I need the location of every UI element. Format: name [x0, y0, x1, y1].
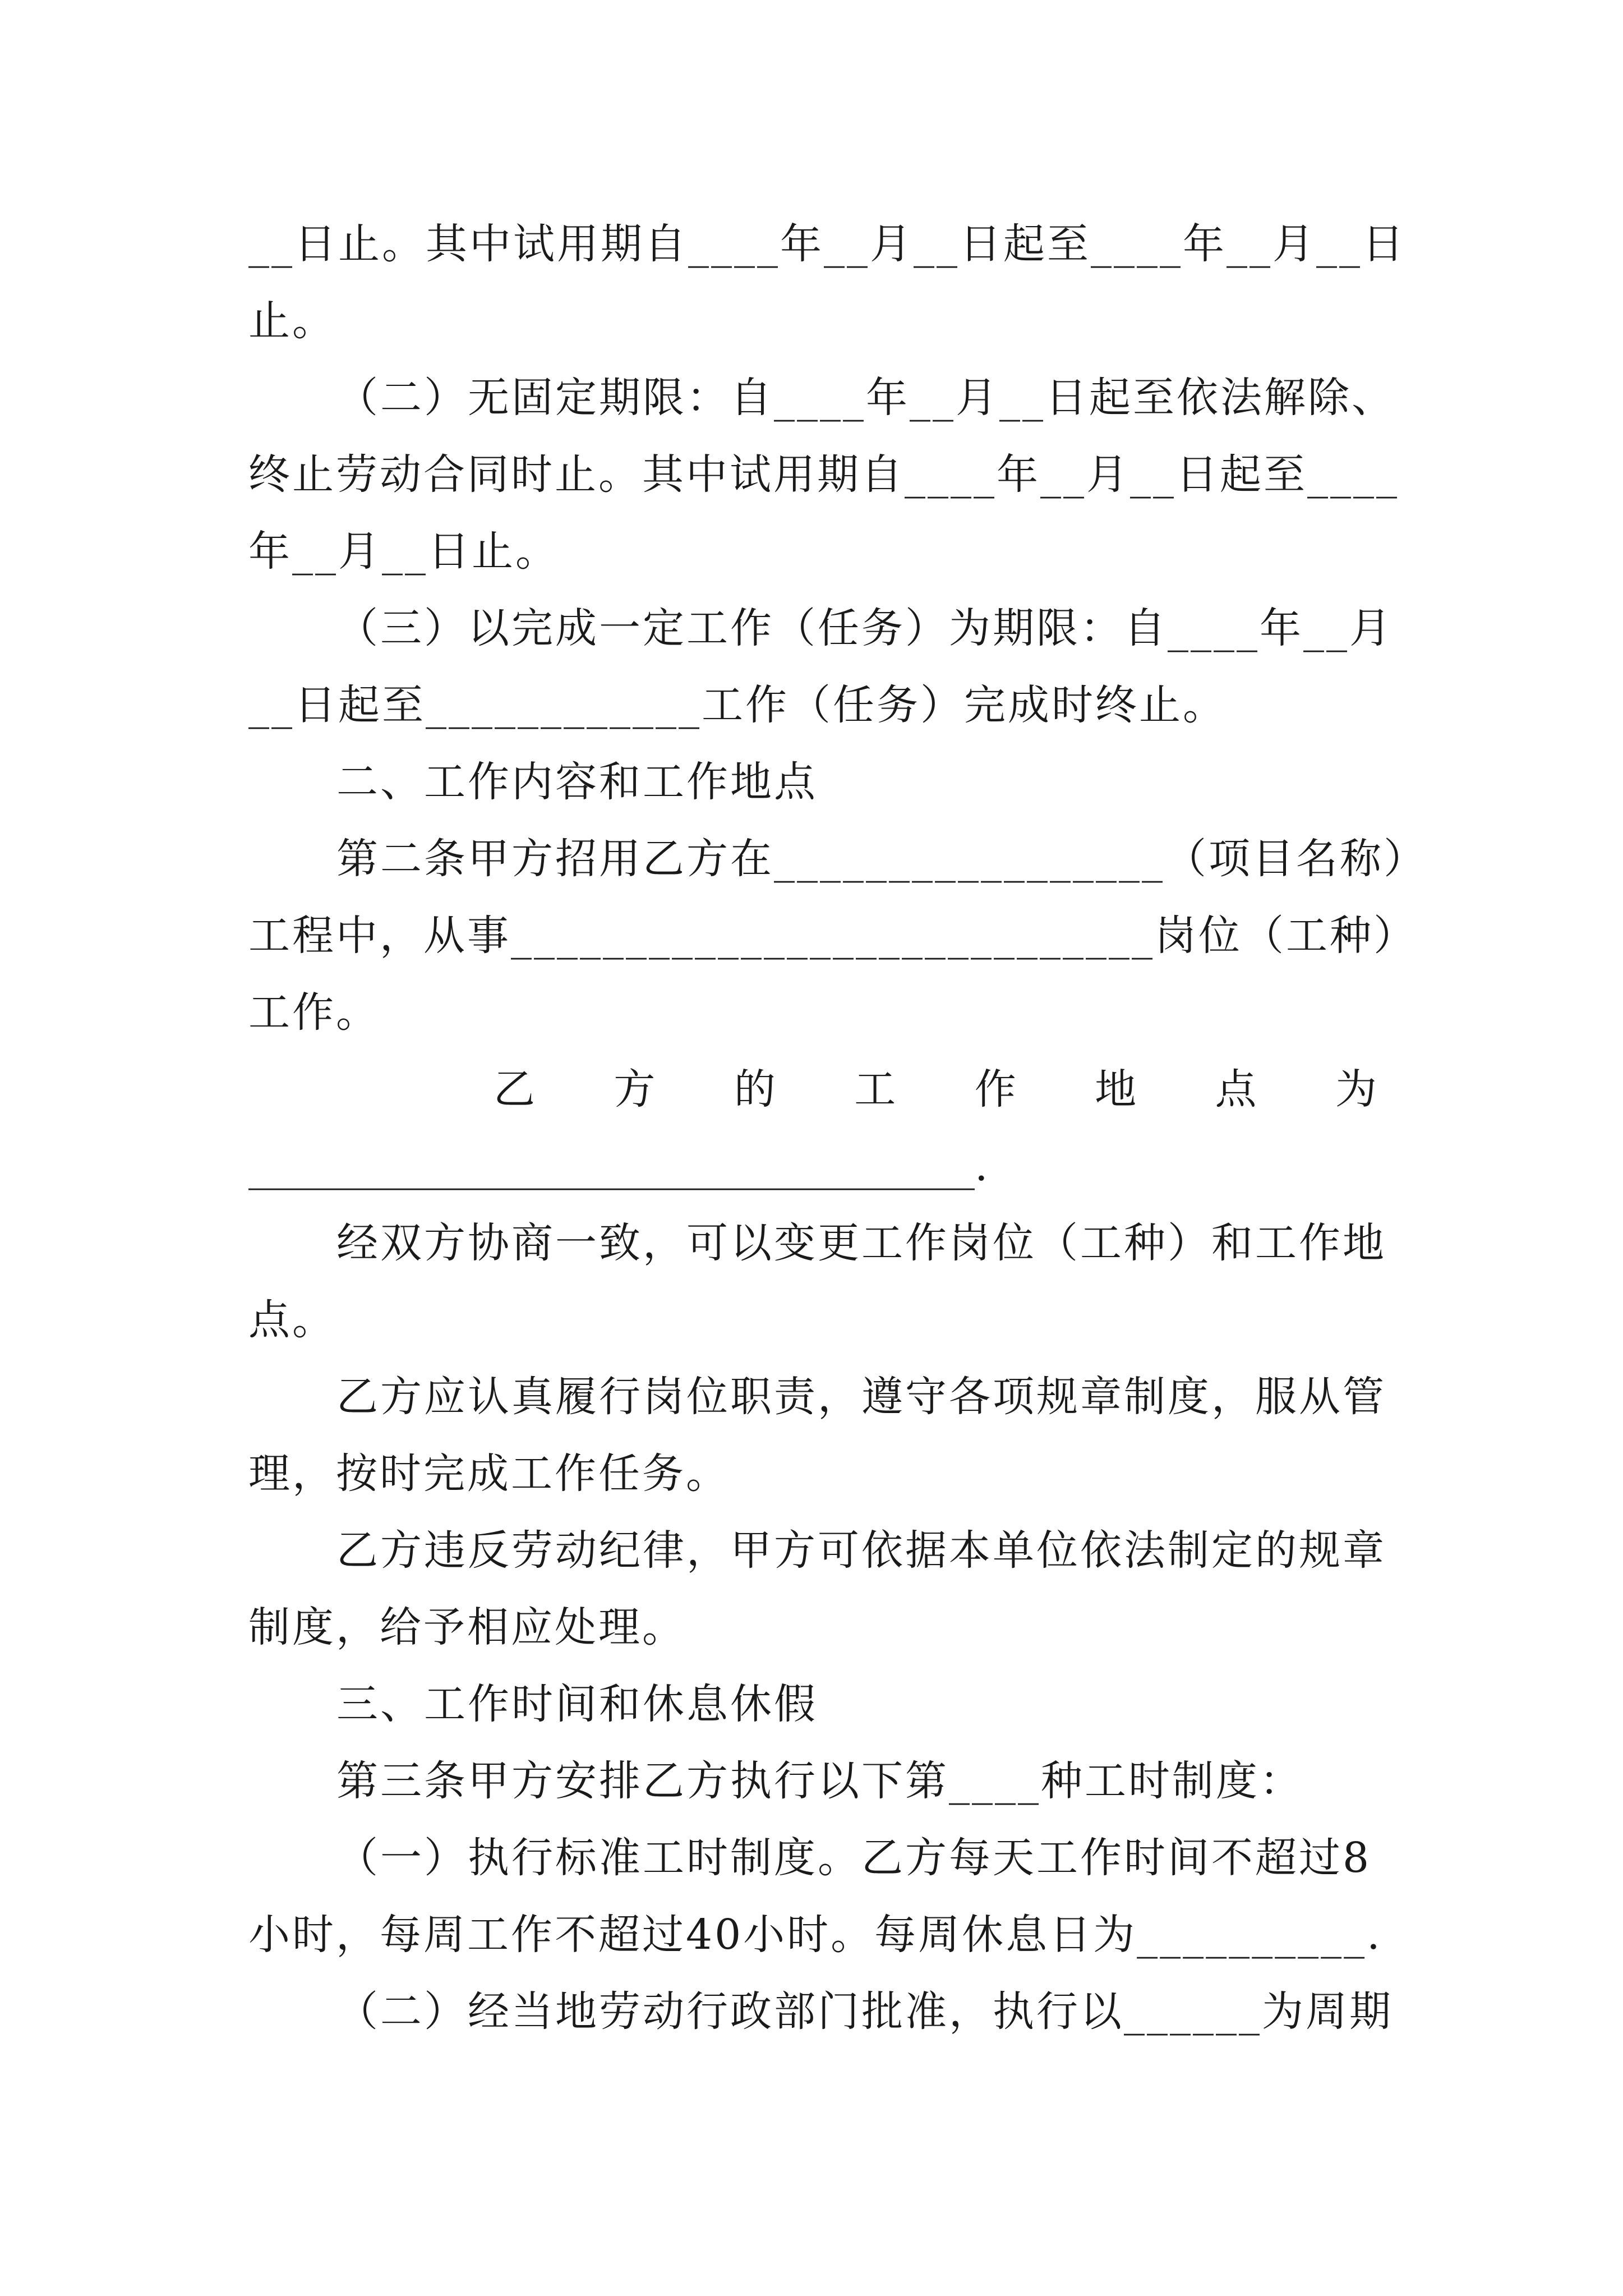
text-line: （一）执行标准工时制度。乙方每天工作时间不超过8 — [336, 1834, 1372, 1882]
text-line: 终止劳动合同时止。其中试用期自____年__月__日起至____ — [248, 450, 1399, 499]
spread-char: 方 — [614, 1065, 656, 1114]
text-line: __日止。其中试用期自____年__月__日起至____年__月__日 — [248, 220, 1406, 268]
text-line: 第二条甲方招用乙方在_________________（项目名称） — [336, 835, 1427, 883]
spread-char: 作 — [974, 1065, 1016, 1114]
text-line: 点。 — [248, 1296, 336, 1344]
text-line: 止。 — [248, 297, 336, 345]
spread-char: 工 — [854, 1065, 896, 1114]
text-line: 年__月__日止。 — [248, 527, 559, 576]
text-line: 乙方违反劳动纪律，甲方可依据本单位依法制定的规章 — [336, 1526, 1386, 1575]
text-line: 小时，每周工作不超过40小时。每周休息日为__________. — [248, 1911, 1382, 1959]
spread-text-line — [494, 1061, 1377, 1117]
text-line: 乙方应认真履行岗位职责，遵守各项规章制度，服从管 — [336, 1373, 1386, 1421]
text-line: （三）以完成一定工作（任务）为期限：自____年__月 — [336, 604, 1393, 652]
blank-line: ___________________________________. — [248, 1142, 988, 1190]
section-heading: 二、工作内容和工作地点 — [336, 758, 818, 806]
text-line: （二）无固定期限：自____年__月__日起至依法解除、 — [336, 374, 1395, 422]
spread-char: 点 — [1215, 1065, 1257, 1114]
spread-char: 乙 — [494, 1065, 535, 1114]
spread-char: 为 — [1335, 1065, 1377, 1114]
text-line: 第三条甲方安排乙方执行以下第____种工时制度： — [336, 1757, 1303, 1805]
text-line: 理，按时完成工作任务。 — [248, 1450, 730, 1498]
spread-char: 的 — [734, 1065, 776, 1114]
text-line: 制度，给予相应处理。 — [248, 1603, 686, 1651]
text-line: （二）经当地劳动行政部门批准，执行以______为周期 — [336, 1987, 1393, 2036]
text-line: 工程中，从事____________________________岗位（工种） — [248, 912, 1417, 960]
spread-char: 地 — [1095, 1065, 1137, 1114]
text-line: 工作。 — [248, 988, 380, 1037]
text-line: 经双方协商一致，可以变更工作岗位（工种）和工作地 — [336, 1219, 1386, 1267]
text-line: __日起至____________工作（任务）完成时终止。 — [248, 681, 1227, 729]
section-heading: 三、工作时间和休息休假 — [336, 1680, 818, 1728]
